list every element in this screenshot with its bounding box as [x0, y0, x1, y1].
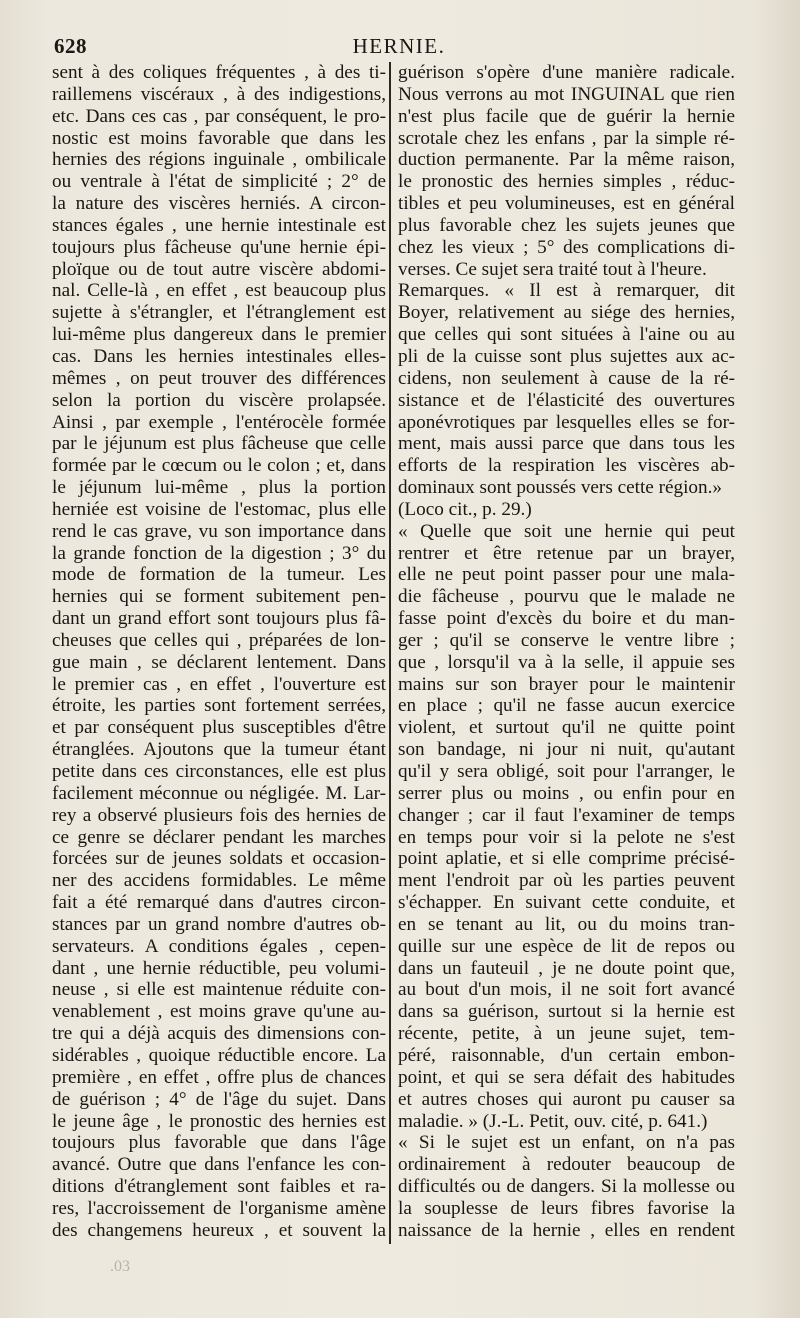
- text-line: naissance de la hernie , elles en rendent: [398, 1219, 735, 1241]
- text-line: scrotale chez les enfans , par la simple ré-: [398, 127, 735, 149]
- text-line: rey a observé plusieurs fois des hernies de: [52, 804, 386, 826]
- text-line: au bout d'un mois, il ne soit fort avancé: [398, 979, 735, 1001]
- text-line: ou ventrale à l'état de simplicité ; 2° de: [52, 171, 386, 193]
- text-line: dominaux sont poussés vers cette région.»: [398, 477, 722, 499]
- text-line: serrer plus ou moins , ou enfin pour en: [398, 782, 735, 804]
- text-line: le jéjunum lui-même , plus la portion: [52, 477, 386, 499]
- text-line: « Si le sujet est un enfant, on n'a pas: [398, 1132, 735, 1154]
- text-line: neuse , si elle est maintenue réduite con-: [52, 979, 386, 1001]
- footer-smudge: .03: [110, 1258, 130, 1275]
- text-line: ger ; qu'il se conserve le ventre libre ;: [398, 629, 735, 651]
- text-line: fait a été remarqué dans d'autres circon-: [52, 892, 386, 914]
- text-line: etc. Dans ces cas , par conséquent, le pro-: [52, 105, 386, 127]
- text-line: cidens, non seulement à cause de la ré-: [398, 367, 735, 389]
- text-line: ment, mais aussi parce que dans tous les: [398, 433, 735, 455]
- text-line: cas. Dans les hernies intestinales elles-: [52, 345, 386, 367]
- text-line: dans sa guérison, surtout si la hernie est: [398, 1001, 735, 1023]
- text-line: ploïque ou de tout autre viscère abdomi-: [52, 258, 386, 280]
- text-line: s'échapper. En suivant cette conduite, et: [398, 892, 735, 914]
- text-line: lui-même plus dangereux dans le premier: [52, 324, 386, 346]
- text-line: stances égales , une hernie intestinale est: [52, 214, 386, 236]
- text-line: (Loco cit., p. 29.): [398, 498, 532, 520]
- text-line: ment l'endroit par où les parties peuvent: [398, 870, 735, 892]
- text-line: ner des accidens formidables. Le même: [52, 870, 386, 892]
- text-line: forcées sur de jeunes soldats et occasion-: [52, 848, 386, 870]
- text-line: étranglées. Ajoutons que la tumeur étant: [52, 739, 386, 761]
- text-line: le premier cas , en effet , l'ouverture est: [52, 673, 386, 695]
- text-line: Remarques. « Il est à remarquer, dit: [398, 280, 735, 302]
- text-line: avancé. Outre que dans l'enfance les con-: [52, 1154, 386, 1176]
- text-line: elle ne peut point passer pour une mala-: [398, 564, 735, 586]
- text-line: que , lorsqu'il va à la selle, il appuie ses: [398, 651, 735, 673]
- right-text-column: [398, 62, 735, 1242]
- text-line: et par conséquent plus susceptibles d'être: [52, 717, 386, 739]
- text-line: ce genre se déclarer pendant les marches: [52, 826, 386, 848]
- text-line: aponévrotiques par lesquelles elles se for-: [398, 411, 735, 433]
- text-line: verses. Ce sujet sera traité tout à l'heure.: [398, 258, 707, 280]
- text-line: « Quelle que soit une hernie qui peut: [398, 520, 735, 542]
- text-line: gue main , se déclarent lentement. Dans: [52, 651, 386, 673]
- text-line: maladie. » (J.-L. Petit, ouv. cité, p. 641.): [398, 1110, 708, 1132]
- text-line: son bandage, ni jour ni nuit, qu'autant: [398, 739, 735, 761]
- text-line: cheuses que celles qui , préparées de lon-: [52, 629, 386, 651]
- text-line: violent, et surtout qu'il ne quitte point: [398, 717, 735, 739]
- text-line: des changemens heureux , et souvent la: [52, 1219, 386, 1241]
- text-line: tre qui a déjà acquis des dimensions con-: [52, 1023, 386, 1045]
- text-line: changer ; car il faut l'examiner de temps: [398, 804, 735, 826]
- text-line: tibles et peu volumineuses, est en général: [398, 193, 735, 215]
- text-line: en se tenant au lit, ou du moins tran-: [398, 913, 735, 935]
- text-line: ditions d'étranglement sont faibles et ra-: [52, 1176, 386, 1198]
- text-line: sent à des coliques fréquentes , à des ti-: [52, 62, 386, 83]
- text-line: raillemens viscéraux , à des indigestions,: [52, 83, 386, 105]
- text-line: qu'il y sera obligé, soit pour l'arranger, le: [398, 761, 735, 782]
- text-line: et autres choses qui auront pu causer sa: [398, 1088, 735, 1110]
- text-line: pli de la cuisse sont plus sujettes aux ac-: [398, 345, 735, 367]
- text-line: sidérables , quoique réductible encore. La: [52, 1044, 386, 1066]
- text-line: herniée est voisine de l'estomac, plus elle: [52, 498, 386, 520]
- text-line: la nature des viscères herniés. A circon-: [52, 193, 386, 215]
- text-line: Boyer, relativement au siége des hernies,: [398, 302, 735, 324]
- text-line: Nous verrons au mot INGUINAL que rien: [398, 83, 735, 105]
- text-line: en place ; qu'il ne fasse aucun exercice: [398, 695, 735, 717]
- text-line: ordinairement à redouter beaucoup de: [398, 1154, 735, 1176]
- text-line: première , en effet , offre plus de chances: [52, 1066, 386, 1088]
- text-line: rentrer et être retenue par un brayer,: [398, 542, 735, 564]
- left-text-column: [52, 62, 386, 1242]
- text-line: difficultés ou de dangers. Si la mollesse ou: [398, 1176, 735, 1198]
- text-line: dant un grand effort sont toujours plus fâ-: [52, 608, 386, 630]
- text-line: sujette à s'étrangler, et l'étranglement est: [52, 302, 386, 324]
- text-line: étroite, les parties sont fortement serrées,: [52, 695, 386, 717]
- text-line: fasse point d'excès du boire et du man-: [398, 608, 735, 630]
- text-line: efforts de la respiration les viscères ab-: [398, 455, 735, 477]
- text-line: dans un fauteuil , je ne doute point que,: [398, 957, 735, 979]
- text-line: servateurs. A conditions égales , cepen-: [52, 935, 386, 957]
- page-header: [54, 30, 744, 58]
- text-line: de guérison ; 4° de l'âge du sujet. Dans: [52, 1088, 386, 1110]
- text-line: formée par le cœcum ou le colon ; et, dans: [52, 455, 386, 477]
- text-line: n'est plus facile que de guérir la hernie: [398, 105, 735, 127]
- text-line: par le jéjunum est plus fâcheuse que celle: [52, 433, 386, 455]
- text-line: quille sur une espèce de lit de repos ou: [398, 935, 735, 957]
- text-line: le pronostic des hernies simples , réduc-: [398, 171, 735, 193]
- text-line: selon la portion du viscère prolapsée.: [52, 389, 386, 411]
- text-line: la souplesse de leurs fibres favorise la: [398, 1197, 735, 1219]
- text-line: mode de formation de la tumeur. Les: [52, 564, 386, 586]
- text-line: rend le cas grave, vu son importance dans: [52, 520, 386, 542]
- text-line: hernies qui se forment subitement pen-: [52, 586, 386, 608]
- text-line: dant , une hernie réductible, peu volumi-: [52, 957, 386, 979]
- text-line: toujours plus favorable que dans l'âge: [52, 1132, 386, 1154]
- text-line: sistance et de l'élasticité des ouvertures: [398, 389, 735, 411]
- page-number: 628: [54, 34, 87, 58]
- text-line: que celles qui sont situées à l'aine ou au: [398, 324, 735, 346]
- text-line: nostic est moins favorable que dans les: [52, 127, 386, 149]
- text-line: facilement méconnue ou négligée. M. Lar-: [52, 782, 386, 804]
- text-line: le jeune âge , le pronostic des hernies est: [52, 1110, 386, 1132]
- text-line: plus favorable chez les sujets jeunes que: [398, 214, 735, 236]
- text-line: mains sur son brayer pour le maintenir: [398, 673, 735, 695]
- text-line: point aplatie, et si elle comprime précisé-: [398, 848, 735, 870]
- text-line: en temps pour voir si la pelote ne s'est: [398, 826, 735, 848]
- text-line: récente, petite, à un jeune sujet, tem-: [398, 1023, 735, 1045]
- text-line: hernies des régions inguinale , ombilicale: [52, 149, 386, 171]
- text-line: la grande fonction de la digestion ; 3° du: [52, 542, 386, 564]
- text-line: chez les vieux ; 5° des complications di-: [398, 236, 735, 258]
- text-line: toujours plus fâcheuse qu'une hernie épi-: [52, 236, 386, 258]
- text-line: stances par un grand nombre d'autres ob-: [52, 913, 386, 935]
- running-head: HERNIE.: [352, 34, 446, 58]
- text-line: péré, raisonnable, d'un certain embon-: [398, 1044, 735, 1066]
- text-line: res, l'accroissement de l'organisme amène: [52, 1197, 386, 1219]
- text-line: guérison s'opère d'une manière radicale.: [398, 62, 735, 83]
- text-line: die fâcheuse , pourvu que le malade ne: [398, 586, 735, 608]
- text-line: mêmes , on peut trouver des différences: [52, 367, 386, 389]
- text-line: petite dans ces circonstances, elle est plus: [52, 761, 386, 782]
- text-line: nal. Celle-là , en effet , est beaucoup plus: [52, 280, 386, 302]
- text-line: duction permanente. Par la même raison,: [398, 149, 735, 171]
- text-line: venablement , est moins grave qu'une au-: [52, 1001, 386, 1023]
- column-divider: [389, 62, 391, 1244]
- text-line: Ainsi , par exemple , l'entérocèle formée: [52, 411, 386, 433]
- text-line: point, et qui se sera défait des habitudes: [398, 1066, 735, 1088]
